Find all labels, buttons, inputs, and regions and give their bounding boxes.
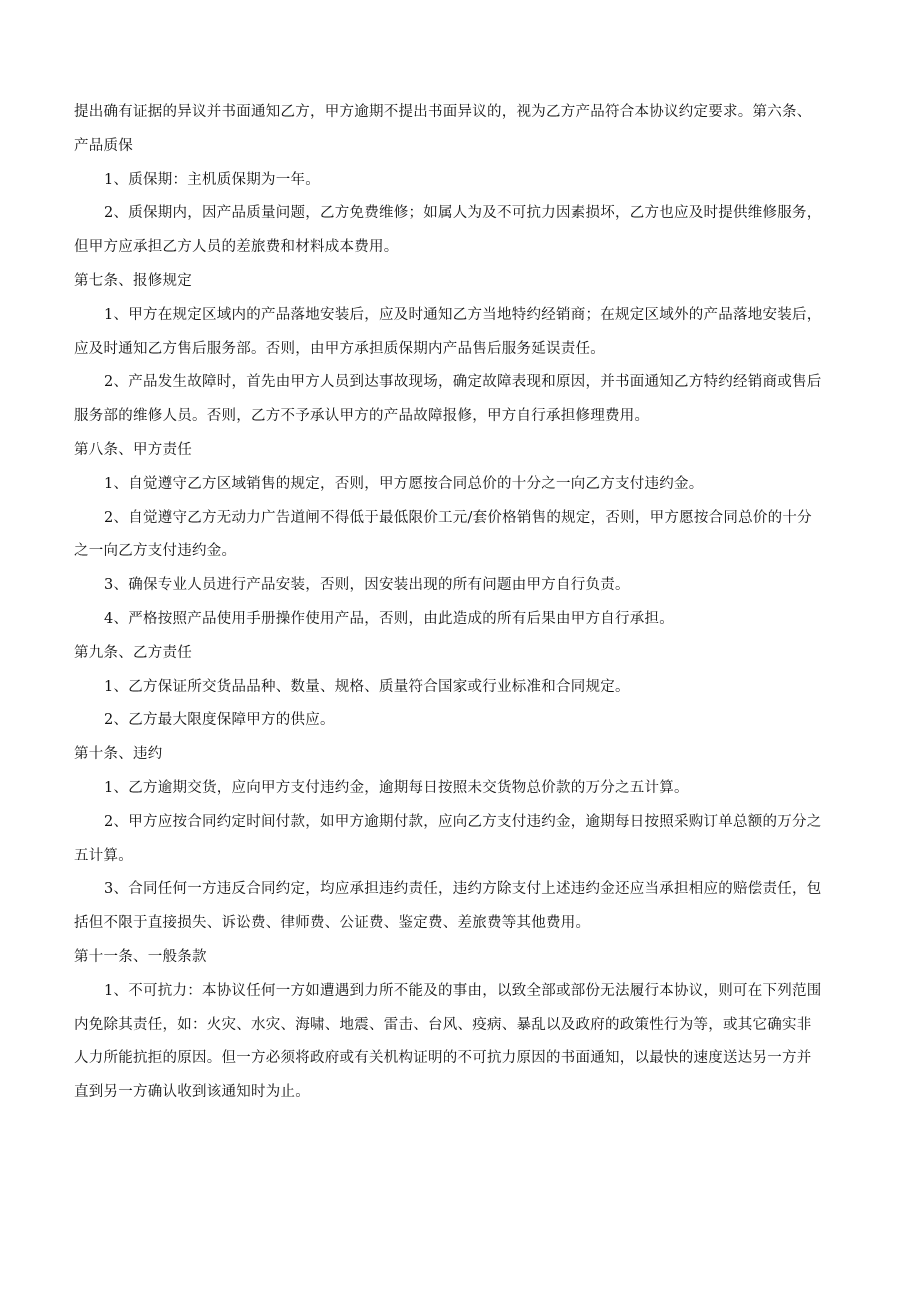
text-line: 4、严格按照产品使用手册操作使用产品，否则，由此造成的所有后果由甲方自行承担。: [104, 610, 674, 627]
text-line: 内免除其责任，如：火灾、水灾、海啸、地震、雷击、台风、疫病、暴乱以及政府的政策性行为等，或其它确实非: [74, 1016, 812, 1033]
document-body: [74, 96, 850, 1110]
text-line: 3、确保专业人员进行产品安装，否则，因安装出现的所有问题由甲方自行负责。: [104, 577, 630, 594]
text-line: 1、甲方在规定区域内的产品落地安装后，应及时通知乙方当地特约经销商；在规定区域外的产品落地安装后，: [104, 306, 822, 323]
text-line: 服务部的维修人员。否则，乙方不予承认甲方的产品故障报修，甲方自行承担修理费用。: [74, 408, 650, 425]
text-line: 五计算。: [74, 847, 133, 864]
text-line: 提出确有证据的异议并书面通知乙方，甲方逾期不提出书面异议的，视为乙方产品符合本协议约定要求。第六条、: [74, 104, 812, 120]
text-line: 1、乙方保证所交货品品种、数量、规格、质量符合国家或行业标准和合同规定。: [104, 678, 630, 695]
text-line: 2、质保期内，因产品质量问题，乙方免费维修；如属人为及不可抗力因素损坏，乙方也应及时提供维修服务，: [104, 205, 822, 222]
text-line: 2、自觉遵守乙方无动力广告道闸不得低于最低限价工元/套价格销售的规定，否则，甲方愿按合同总价的十分: [104, 509, 812, 526]
text-line: 1、质保期：主机质保期为一年。: [104, 171, 320, 188]
text-line: 第十条、违约: [74, 746, 163, 763]
text-line: 应及时通知乙方售后服务部。否则，由甲方承担质保期内产品售后服务延误责任。: [74, 340, 605, 357]
text-line: 1、乙方逾期交货，应向甲方支付违约金，逾期每日按照未交货物总价款的万分之五计算。: [104, 779, 689, 796]
text-line: 但甲方应承担乙方人员的差旅费和材料成本费用。: [74, 239, 399, 256]
text-line: 1、不可抗力：本协议任何一方如遭遇到力所不能及的事由，以致全部或部份无法履行本协议，则可在下列范围: [104, 982, 822, 999]
text-line: 人力所能抗拒的原因。但一方必须将政府或有关机构证明的不可抗力原因的书面通知，以最快的速度送达另一方并: [74, 1050, 812, 1067]
text-line: 1、自觉遵守乙方区域销售的规定，否则，甲方愿按合同总价的十分之一向乙方支付违约金。: [104, 475, 704, 492]
text-line: 第八条、甲方责任: [74, 441, 192, 458]
text-line: 2、产品发生故障时，首先由甲方人员到达事故现场，确定故障表现和原因，并书面通知乙方特约经销商或售后: [104, 374, 822, 391]
text-line: 3、合同任何一方违反合同约定，均应承担违约责任，违约方除支付上述违约金还应当承担相应的赔偿责任，包: [104, 881, 822, 898]
text-line: 第七条、报修规定: [74, 272, 192, 289]
text-line: 2、甲方应按合同约定时间付款，如甲方逾期付款，应向乙方支付违约金，逾期每日按照采购订单总额的万分之: [104, 813, 822, 830]
text-line: 第十一条、一般条款: [74, 948, 207, 965]
text-line: 括但不限于直接损失、诉讼费、律师费、公证费、鉴定费、差旅费等其他费用。: [74, 915, 591, 932]
text-line: 2、乙方最大限度保障甲方的供应。: [104, 712, 335, 729]
text-line: 产品质保: [74, 137, 133, 154]
text-line: 第九条、乙方责任: [74, 644, 192, 661]
text-line: 直到另一方确认收到该通知时为止。: [74, 1084, 310, 1101]
text-line: 之一向乙方支付违约金。: [74, 543, 237, 560]
